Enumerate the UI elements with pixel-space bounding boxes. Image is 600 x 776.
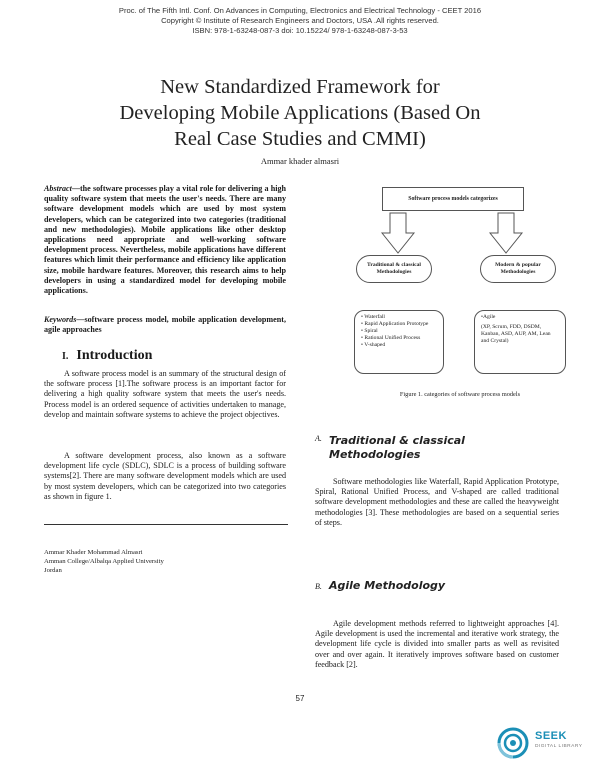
page-number: 57 bbox=[295, 694, 305, 703]
footnote-divider bbox=[44, 524, 288, 525]
keywords-label: Keywords bbox=[44, 315, 77, 324]
logo-tagline: DIGITAL LIBRARY bbox=[535, 744, 583, 749]
arrow-right-icon bbox=[490, 213, 522, 253]
left-list-item: • Rapid Application Prototype bbox=[361, 321, 429, 327]
figure-right-list bbox=[474, 310, 566, 374]
keywords-text: —software process model, mobile application development, agile approaches bbox=[44, 315, 286, 335]
left-list-item: • V-shaped bbox=[361, 342, 386, 348]
affiliation-line-1: Ammar Khader Mohammad Almasri bbox=[44, 549, 143, 556]
author-affiliation bbox=[44, 548, 284, 575]
paper-title bbox=[60, 74, 540, 152]
seek-logo-icon bbox=[497, 727, 529, 759]
figure-top-box: Software process models categorizes bbox=[382, 187, 524, 211]
header-line-1: Proc. of The Fifth Intl. Conf. On Advances in Computing, Electronics and Electrical Technology - CEET 2016 bbox=[118, 6, 482, 15]
intro-paragraph-1: A software process model is an summary of the structural design of the software process [1].The software process is an important factor for delivering a high quality software system that meets the user's needs. Process model is an ordered sequence of activities undertaken to manage, develop and maintain software systems to achieve the project objectives. bbox=[44, 369, 286, 419]
header-line-3: ISBN: 978-1-63248-087-3 doi: 10.15224/ 978-1-63248-087-3-53 bbox=[192, 26, 408, 35]
introduction-heading bbox=[62, 346, 282, 364]
title-line-3: Real Case Studies and CMMI) bbox=[174, 128, 426, 150]
left-list-item: • Rational Unified Process bbox=[361, 335, 421, 341]
figure-caption: Figure 1. categories of software process models bbox=[399, 391, 521, 398]
right-list-item: (XP, Scrum, FDD, DSDM, Kanban, ASD, AUP, AM, Lean and Crystal) bbox=[481, 324, 551, 344]
section-b-letter: B. bbox=[315, 582, 322, 591]
figure-left-list bbox=[354, 310, 444, 374]
left-list-item: • Spiral bbox=[361, 328, 378, 334]
section-a-title: Traditional & classical Methodologies bbox=[329, 434, 465, 461]
title-line-1: New Standardized Framework for bbox=[160, 76, 440, 98]
section-b-title: Agile Methodology bbox=[329, 579, 446, 592]
left-list-item: • Waterfall bbox=[361, 314, 385, 320]
author-name: Ammar khader almasri bbox=[260, 156, 340, 166]
header-line-2: Copyright © Institute of Research Engineers and Doctors, USA .All rights reserved. bbox=[161, 16, 439, 25]
figure-right-box: Modern & popular Methodologies bbox=[480, 255, 556, 283]
section-title: Introduction bbox=[76, 348, 153, 363]
section-a-heading bbox=[315, 434, 575, 463]
intro-paragraph-2: A software development process, also known as a software development life cycle (SDLC), SDLC is a process of building software systems[2]. There are many software development models which are used by most system developers, which can be categorized into two categories as shown in figure 1. bbox=[44, 451, 286, 501]
title-line-2: Developing Mobile Applications (Based On bbox=[119, 102, 481, 124]
arrow-left-icon bbox=[382, 213, 414, 253]
abstract-label: Abstract bbox=[44, 184, 72, 193]
right-list-item: •Agile bbox=[481, 314, 496, 320]
affiliation-line-2: Amman College/Albalqa Applied University bbox=[44, 558, 164, 565]
section-b-paragraph: Agile development methods referred to lightweight approaches [4]. Agile development is used the incremental and iterative work strategy, the development life cycle is divided into smaller parts as well as revisited over and over again. It iteratively improves software based on customer feedback [2]. bbox=[315, 619, 559, 669]
section-a-paragraph: Software methodologies like Waterfall, Rapid Application Prototype, Spiral, Rational Unified Process, and V-shaped are called traditional software development methodologies and these are called the heavyweight methodologies [3]. These methodologies are based on a sequential series of steps. bbox=[315, 477, 559, 527]
section-number: I. bbox=[62, 351, 69, 362]
figure-arrows bbox=[378, 211, 528, 256]
keywords bbox=[44, 315, 286, 335]
section-b-heading bbox=[315, 576, 575, 594]
abstract-text: —the software processes play a vital role for delivering a high quality software system that meets the user's needs. There are many software development models which are used by most system developers, which can be categorized into two categories (traditional and new methodologies). Mobile applications like other desktop applications need appropriate and well-working software development process. Nevertheless, mobile applications have different features which limit their performance and efficiency like application size, mobile hardware features. Moreover, this research aims to help developers in using a standardized model for developing mobile applications. bbox=[44, 184, 286, 296]
abstract bbox=[44, 184, 286, 296]
figure-left-box: Traditional & classical Methodologies bbox=[356, 255, 432, 283]
logo-name: SEEK bbox=[535, 730, 567, 742]
proceedings-header bbox=[0, 6, 600, 36]
seek-logo bbox=[497, 727, 597, 767]
section-a-letter: A. bbox=[315, 434, 322, 443]
affiliation-line-3: Jordan bbox=[44, 567, 62, 574]
